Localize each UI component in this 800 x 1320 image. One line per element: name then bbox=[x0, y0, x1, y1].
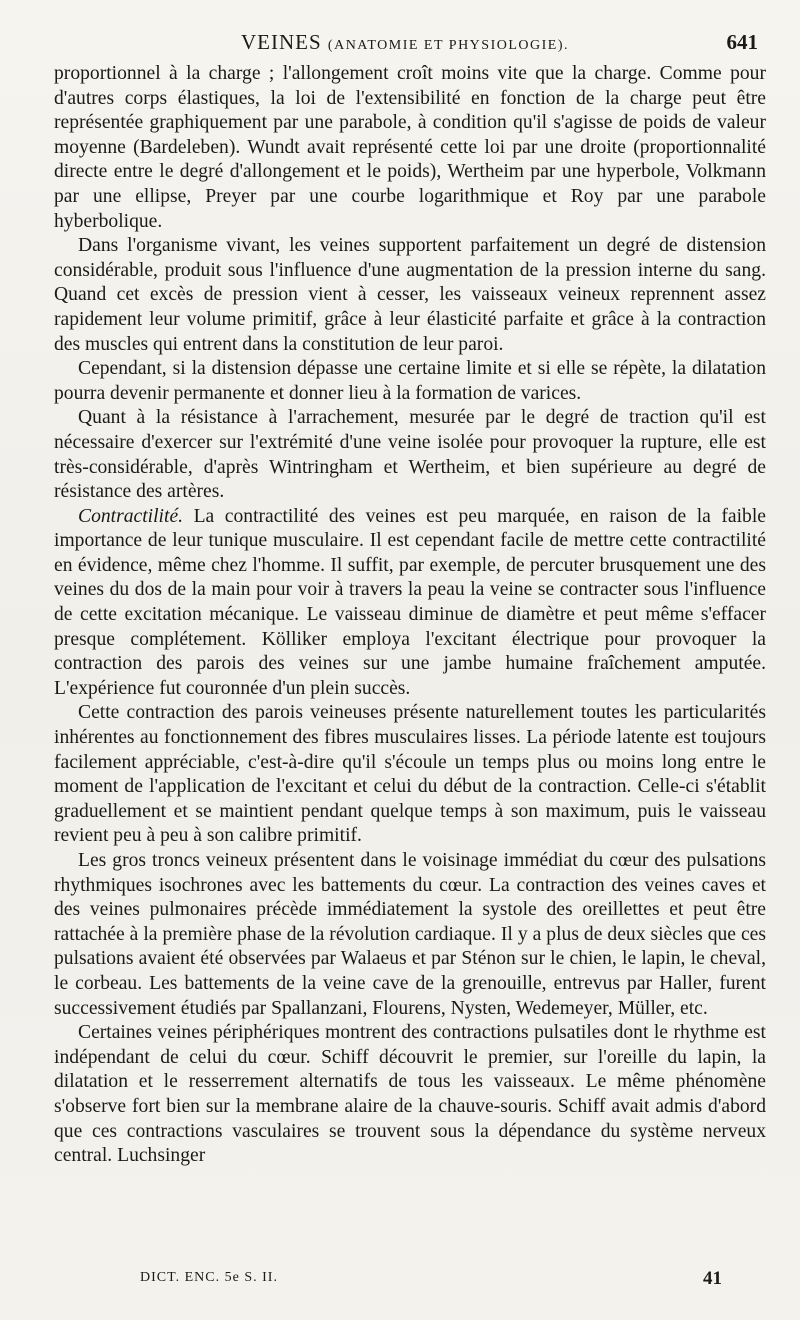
paragraph-5 bbox=[54, 505, 766, 702]
section-heading-contractilite: Contractilité. bbox=[78, 505, 184, 527]
printer-signature: DICT. ENC. 5e S. II. bbox=[140, 1270, 278, 1285]
page-number: 641 bbox=[726, 30, 758, 54]
body-text bbox=[54, 62, 766, 1169]
paragraph-2: Dans l'organisme vivant, les veines supportent parfaitement un degré de distension considérable, produit sous l'influence d'une augmentation de la pression interne du sang. Quand cet excès de pression vient à cesser, les vaisseaux veineux reprennent assez rapidement leur volume primitif, grâce à leur élasticité parfaite et grâce à la contraction des muscles qui entrent dans la constitution de leur paroi. bbox=[54, 235, 766, 355]
paragraph-8: Certaines veines périphériques montrent des contractions pulsatiles dont le rhythme est indépendant de celui du cœur. Schiff découvrit le premier, sur l'oreille du lapin, la dilatation et le resserrement alternatifs de tous les vaisseaux. Le même phénomène s'observe fort bien sur la membrane alaire de la chauve-souris. Schiff avait admis d'abord que ces contractions vasculaires se trouvent sous la dépendance du système nerveux central. Luchsinger bbox=[54, 1022, 766, 1167]
paragraph-5-text: La contractilité des veines est peu marquée, en raison de la faible importance de leur tunique musculaire. Il est cependant facile de mettre cette contractilité en évidence, même chez l'homme. Il suffit, par exemple, de percuter brusquement une des veines du dos de la main pour voir à travers la peau la veine se contracter sous l'influence de cette excitation mécanique. Le vaisseau diminue de diamètre et peut même s'effacer presque complétement. Kölliker employa l'excitant électrique pour provoquer la contraction des parois des veines sur une jambe humaine fraîchement amputée. L'expérience fut couronnée d'un plein succès. bbox=[54, 505, 766, 699]
paragraph-4: Quant à la résistance à l'arrachement, mesurée par le degré de traction qu'il est nécessaire d'exercer sur l'extrémité d'une veine isolée pour provoquer la rupture, elle est très-considérable, d'après Wintringham et Wertheim, et bien supérieure au degré de résistance des artères. bbox=[54, 407, 766, 503]
paragraph-3: Cependant, si la distension dépasse une certaine limite et si elle se répète, la dilatation pourra devenir permanente et donner lieu à la formation de varices. bbox=[54, 358, 766, 404]
running-header bbox=[50, 28, 760, 58]
sheet-number: 41 bbox=[703, 1268, 722, 1289]
running-title-main: VEINES bbox=[241, 30, 322, 54]
paragraph-1: proportionnel à la charge ; l'allongement croît moins vite que la charge. Comme pour d'autres corps élastiques, la loi de l'extensibilité en fonction de la charge peut être représentée graphiquement par une parabole, à condition qu'il s'agisse de poids de valeur moyenne (Bardeleben). Wundt avait représenté cette loi par une droite (proportionnalité directe entre le degré d'allongement et le poids), Wertheim par une hyperbole, Volkmann par une ellipse, Preyer par une courbe logarithmique et Roy par une parabole hyberbolique. bbox=[54, 63, 766, 232]
running-title bbox=[50, 30, 760, 55]
running-title-subtitle: (ANATOMIE ET PHYSIOLOGIE). bbox=[327, 38, 569, 53]
paragraph-7: Les gros troncs veineux présentent dans le voisinage immédiat du cœur des pulsations rhythmiques isochrones avec les battements du cœur. La contraction des veines caves et des veines pulmonaires précède immédiatement la systole des oreillettes et peut être rattachée à la première phase de la révolution cardiaque. Il y a plus de deux siècles que ces pulsations avaient été observées par Walaeus et par Sténon sur le chien, le lapin, le cheval, le corbeau. Les battements de la veine cave de la grenouille, entrevus par Haller, furent successivement étudiés par Spallanzani, Flourens, Nysten, Wedemeyer, Müller, etc. bbox=[54, 850, 766, 1019]
paragraph-6: Cette contraction des parois veineuses présente naturellement toutes les particularités inhérentes au fonctionnement des fibres musculaires lisses. La période latente est toujours facilement appréciable, c'est-à-dire qu'il s'écoule un temps plus ou moins long entre le moment de l'application de l'excitant et celui du début de la contraction. Celle-ci s'établit graduellement et se maintient pendant quelque temps à son maximum, puis le vaisseau revient peu à peu à son calibre primitif. bbox=[54, 702, 766, 847]
page-footer bbox=[140, 1268, 722, 1296]
